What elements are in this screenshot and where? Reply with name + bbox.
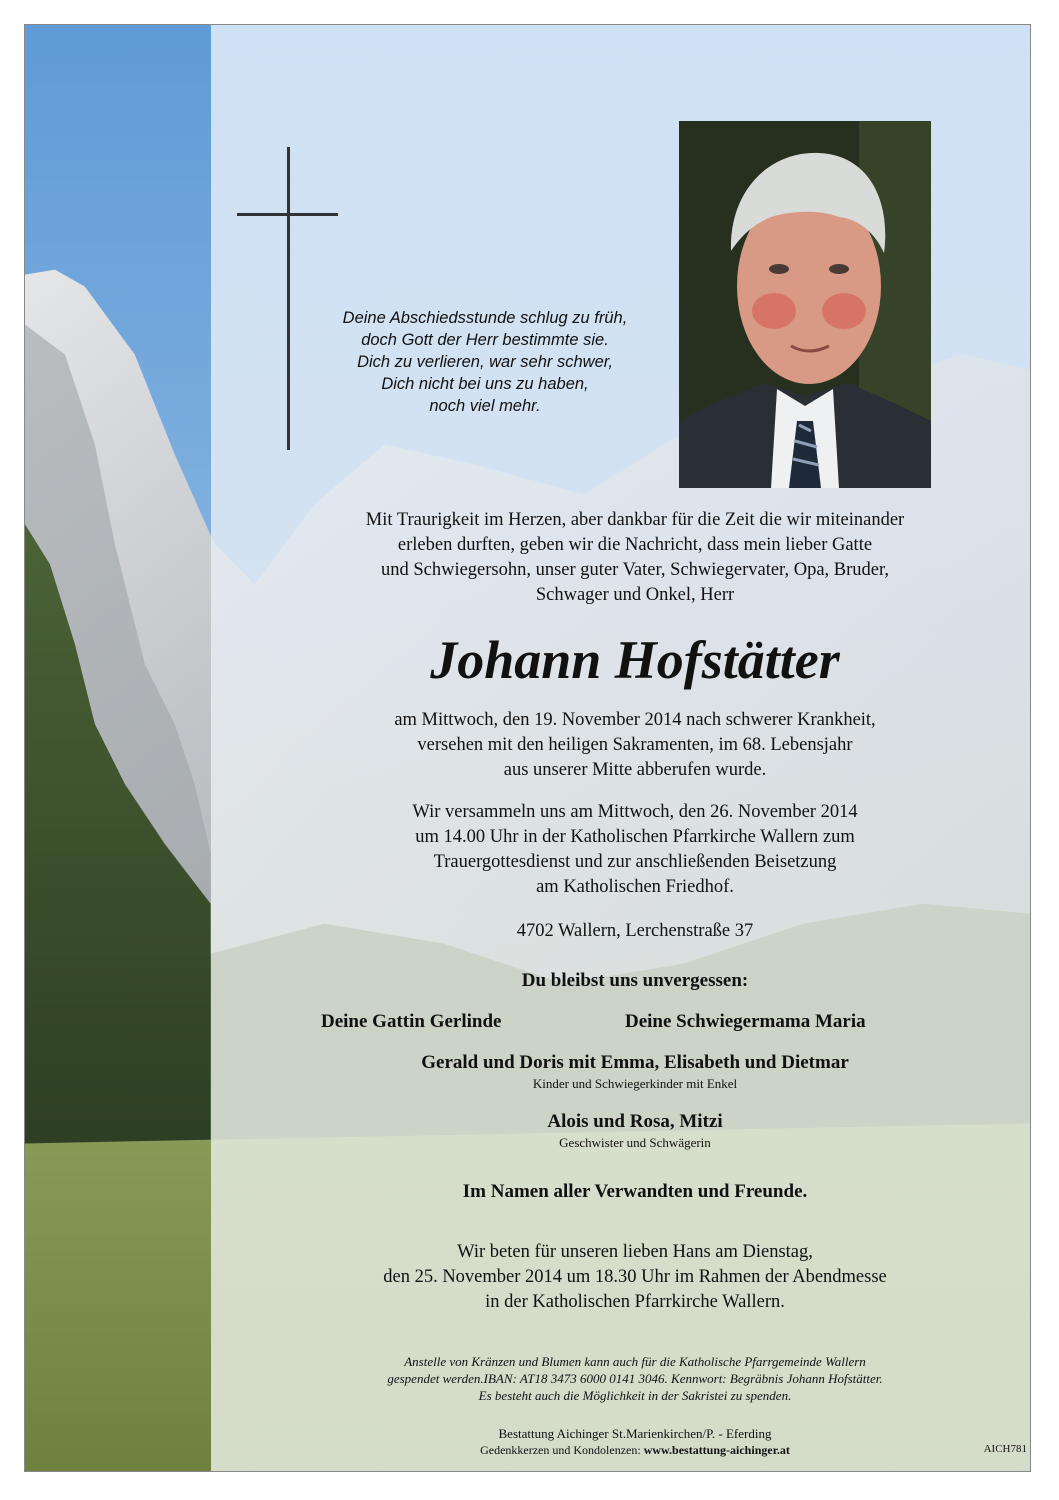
verse-line: Deine Abschiedsstunde schlug zu früh, xyxy=(342,309,628,327)
death-line: aus unserer Mitte abberufen wurde. xyxy=(503,760,767,780)
verse-line: noch viel mehr. xyxy=(429,397,541,415)
funeral-details xyxy=(265,800,1005,900)
intro-line: und Schwiegersohn, unser guter Vater, Schwiegervater, Opa, Bruder, xyxy=(380,560,890,580)
verse-line: Dich nicht bei uns zu haben, xyxy=(381,375,589,393)
website-link[interactable]: www.bestattung-aichinger.at xyxy=(643,1443,790,1457)
remembrance-heading: Du bleibst uns unvergessen: xyxy=(521,970,749,991)
evening-mass-info xyxy=(265,1240,1005,1315)
mourner-children-names: Gerald und Doris mit Emma, Elisabeth und Dietmar xyxy=(421,1052,849,1073)
intro-line: Mit Traurigkeit im Herzen, aber dankbar für die Zeit die wir miteinander xyxy=(365,510,905,530)
condolence-label: Gedenkkerzen und Kondolenzen: xyxy=(480,1443,644,1457)
mourner-siblings-relation: Geschwister und Schwägerin xyxy=(559,1135,711,1150)
deceased-name: Johann Hofstätter xyxy=(430,630,840,690)
death-line: am Mittwoch, den 19. November 2014 nach schwerer Krankheit, xyxy=(394,710,876,730)
funeral-line: Trauergottesdienst und zur anschließenden Beisetzung xyxy=(433,852,837,872)
donation-line: Anstelle von Kränzen und Blumen kann auch für die Katholische Pfarrgemeinde Wallern xyxy=(404,1354,866,1369)
mass-line: Wir beten für unseren lieben Hans am Dienstag, xyxy=(457,1242,813,1262)
mourner-children-relation: Kinder und Schwiegerkinder mit Enkel xyxy=(532,1076,738,1091)
undertaker-name: Bestattung Aichinger St.Marienkirchen/P. - Eferding xyxy=(498,1426,772,1441)
portrait-photo xyxy=(679,121,931,488)
death-line: versehen mit den heiligen Sakramenten, im 68. Lebensjahr xyxy=(417,735,853,755)
cross-icon xyxy=(287,147,290,450)
document-code: AICH781 xyxy=(983,1443,1027,1455)
mourner-wife: Deine Gattin Gerlinde xyxy=(321,1011,502,1032)
intro-line: Schwager und Onkel, Herr xyxy=(535,585,735,605)
condolence-line xyxy=(265,1442,1005,1458)
intro-text xyxy=(265,508,1005,608)
verse-line: Dich zu verlieren, war sehr schwer, xyxy=(357,353,613,371)
mass-line: in der Katholischen Pfarrkirche Wallern. xyxy=(485,1292,785,1312)
address: 4702 Wallern, Lerchenstraße 37 xyxy=(516,921,754,941)
donation-line: Es besteht auch die Möglichkeit in der Sakristei zu spenden. xyxy=(478,1388,792,1403)
closing-line: Im Namen aller Verwandten und Freunde. xyxy=(462,1181,808,1202)
death-notice xyxy=(265,708,1005,783)
donation-line: gespendet werden.IBAN: AT18 3473 6000 0141 3046. Kennwort: Begräbnis Johann Hofstätter. xyxy=(387,1371,883,1386)
donation-note xyxy=(265,1353,1005,1404)
mass-line: den 25. November 2014 um 18.30 Uhr im Rahmen der Abendmesse xyxy=(383,1267,887,1287)
obituary-card xyxy=(24,24,1031,1472)
funeral-line: um 14.00 Uhr in der Katholischen Pfarrkirche Wallern zum xyxy=(415,827,855,847)
verse-line: doch Gott der Herr bestimmte sie. xyxy=(361,331,609,349)
funeral-line: Wir versammeln uns am Mittwoch, den 26. November 2014 xyxy=(412,802,858,822)
funeral-line: am Katholischen Friedhof. xyxy=(536,877,734,897)
memorial-verse xyxy=(305,307,665,417)
mourner-mother-in-law: Deine Schwiegermama Maria xyxy=(625,1011,866,1032)
cross-icon-bar xyxy=(237,213,338,216)
intro-line: erleben durften, geben wir die Nachricht, dass mein lieber Gatte xyxy=(397,535,873,555)
mourner-siblings-names: Alois und Rosa, Mitzi xyxy=(547,1111,723,1132)
